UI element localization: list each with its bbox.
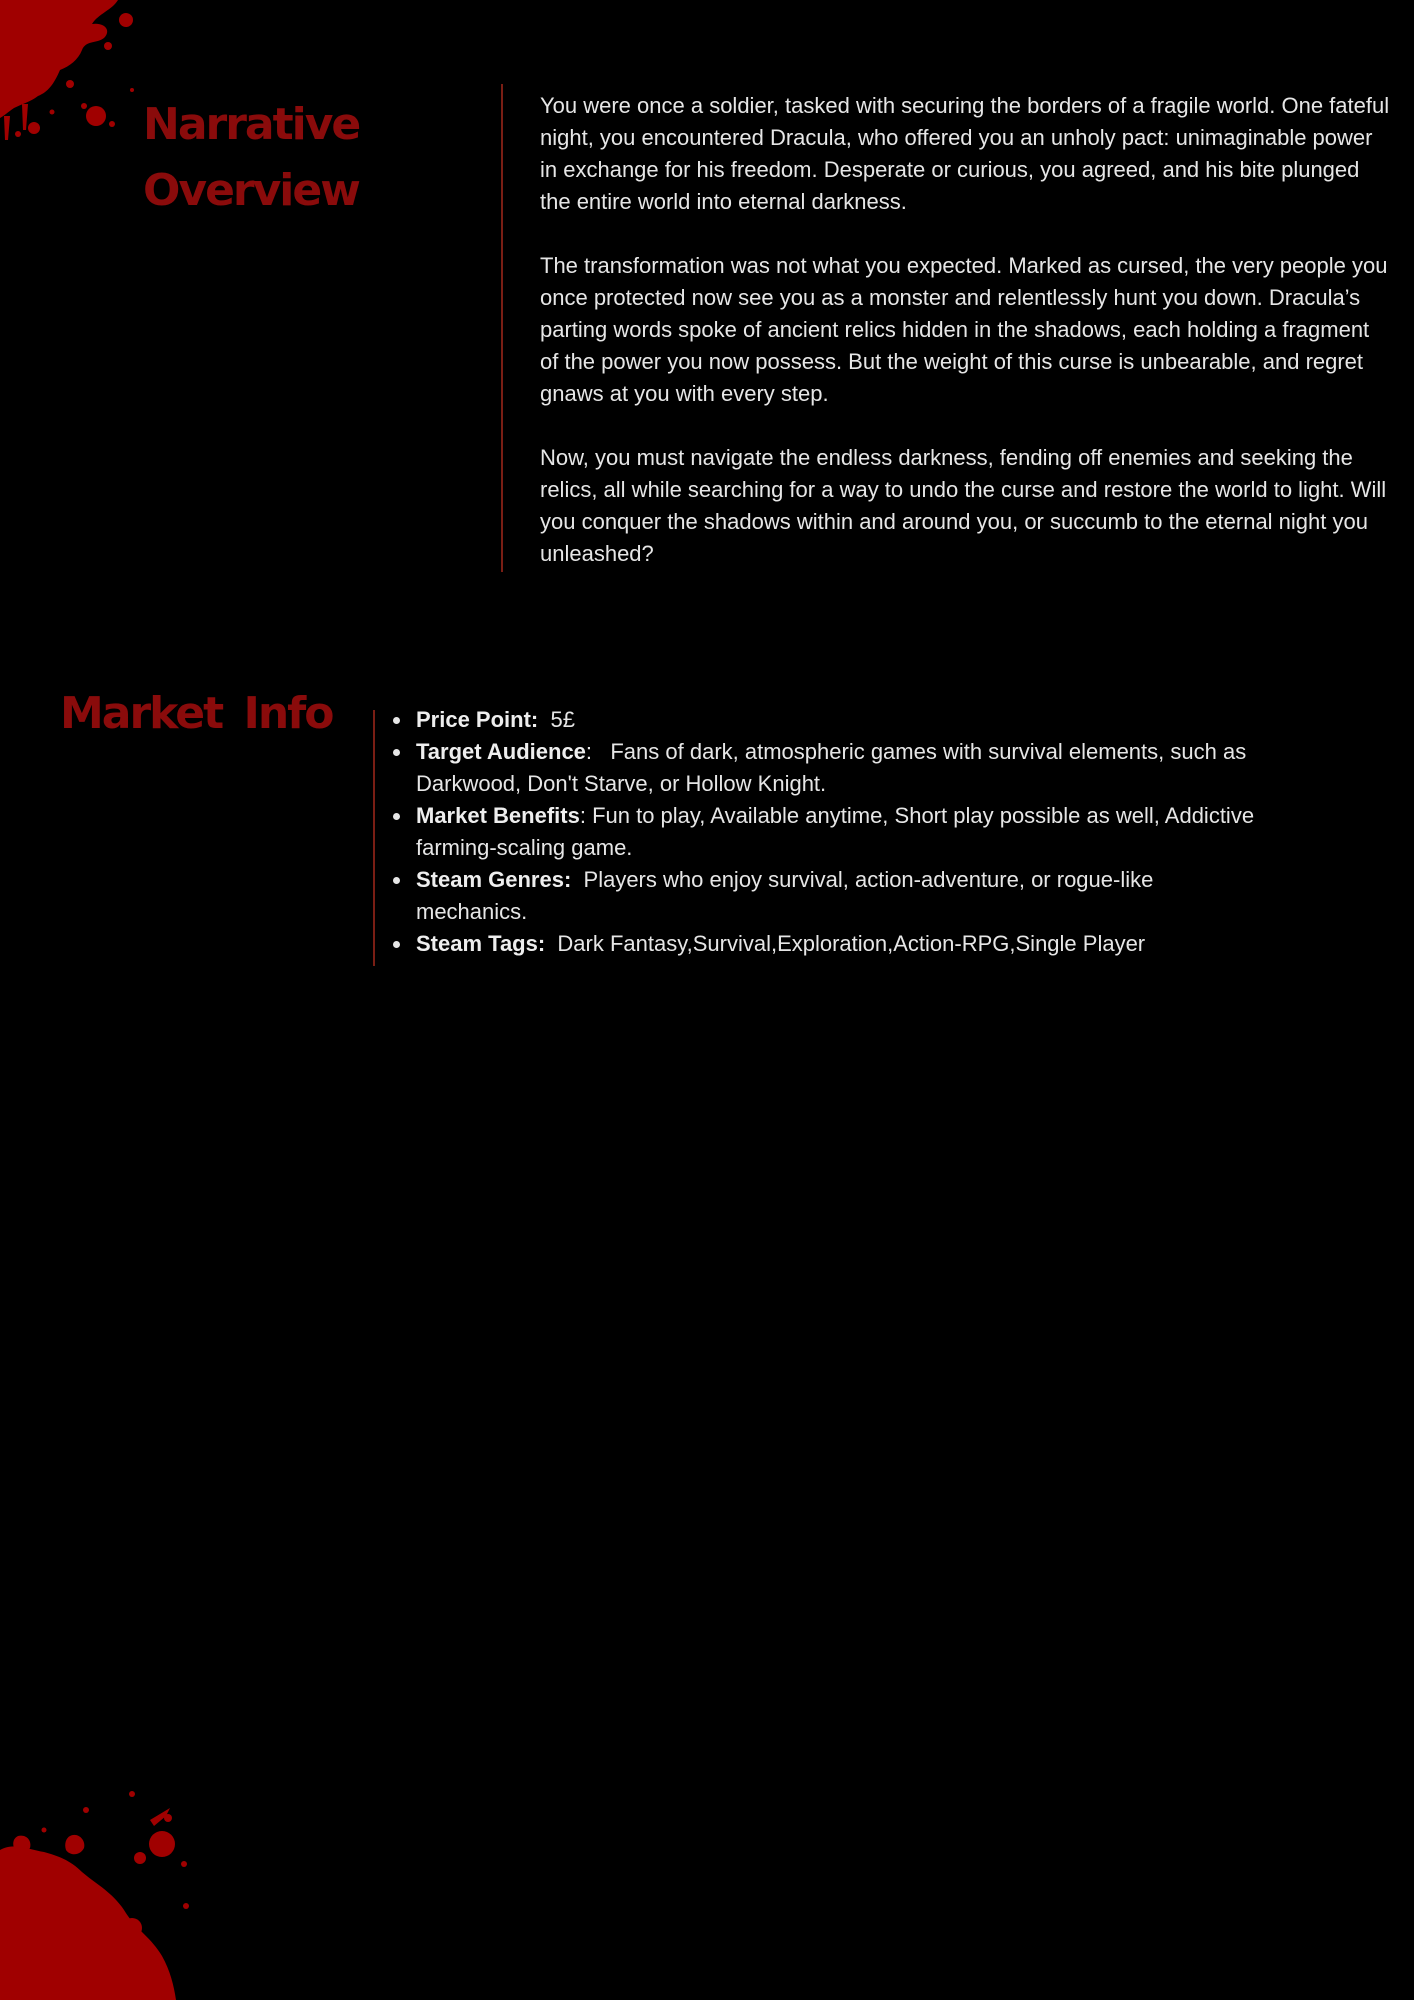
market-item-label: Price Point: bbox=[416, 707, 539, 732]
market-item-label: Market Benefits bbox=[416, 803, 580, 828]
market-divider bbox=[373, 710, 375, 966]
narrative-title-line-2: Overview bbox=[143, 165, 359, 216]
blood-splatter-bottom-decoration bbox=[0, 1760, 200, 2000]
narrative-paragraph: The transformation was not what you expected. Marked as cursed, the very people you once protected now see you as a monster and relentlessly hunt you down. Dracula’s parting words spoke of ancient relics hidden in the shadows, each holding a fragment of the power you now possess. But the weight of this curse is unbearable, and regret gnaws at you with every step. bbox=[540, 253, 1388, 406]
market-item-label: Steam Tags: bbox=[416, 931, 546, 956]
narrative-overview-heading bbox=[143, 92, 413, 224]
narrative-paragraph: Now, you must navigate the endless darkness, fending off enemies and seeking the relics, all while searching for a way to undo the curse and restore the world to light. Will you conquer the shadows within and around you, or succumb to the eternal night you unleashed? bbox=[540, 445, 1387, 566]
narrative-text-block bbox=[540, 90, 1390, 602]
market-item-label: Steam Genres: bbox=[416, 867, 572, 892]
market-item-value: : Fun to play, Available anytime, Short play possible as well, Addictive farming-scaling game. bbox=[416, 803, 1261, 860]
narrative-divider bbox=[501, 84, 503, 572]
market-item-target-audience bbox=[416, 736, 1266, 800]
market-item-value: Dark Fantasy,Survival,Exploration,Action-RPG,Single Player bbox=[545, 931, 1146, 956]
narrative-title-line-1: Narrative bbox=[143, 99, 360, 150]
market-item-value: 5£ bbox=[538, 707, 575, 732]
market-item-value: Players who enjoy survival, action-adventure, or rogue-like mechanics. bbox=[416, 867, 1160, 924]
narrative-paragraph: You were once a soldier, tasked with securing the borders of a fragile world. One fateful night, you encountered Dracula, who offered you an unholy pact: unimaginable power in exchange for his freedom. Desperate or curious, you agreed, and his bite plunged the entire world into eternal darkness. bbox=[540, 93, 1390, 214]
market-item-steam-genres bbox=[416, 864, 1266, 928]
blood-splatter-top-decoration bbox=[0, 0, 150, 150]
market-item-price-point bbox=[416, 704, 1266, 736]
market-item-market-benefits bbox=[416, 800, 1266, 864]
market-info-list bbox=[384, 704, 1266, 960]
market-item-value: : Fans of dark, atmospheric games with survival elements, such as Darkwood, Don't Starve, or Hollow Knight. bbox=[416, 739, 1253, 796]
market-item-label: Target Audience bbox=[416, 739, 586, 764]
market-item-steam-tags bbox=[416, 928, 1266, 960]
market-info-heading: Market Info bbox=[60, 688, 333, 739]
